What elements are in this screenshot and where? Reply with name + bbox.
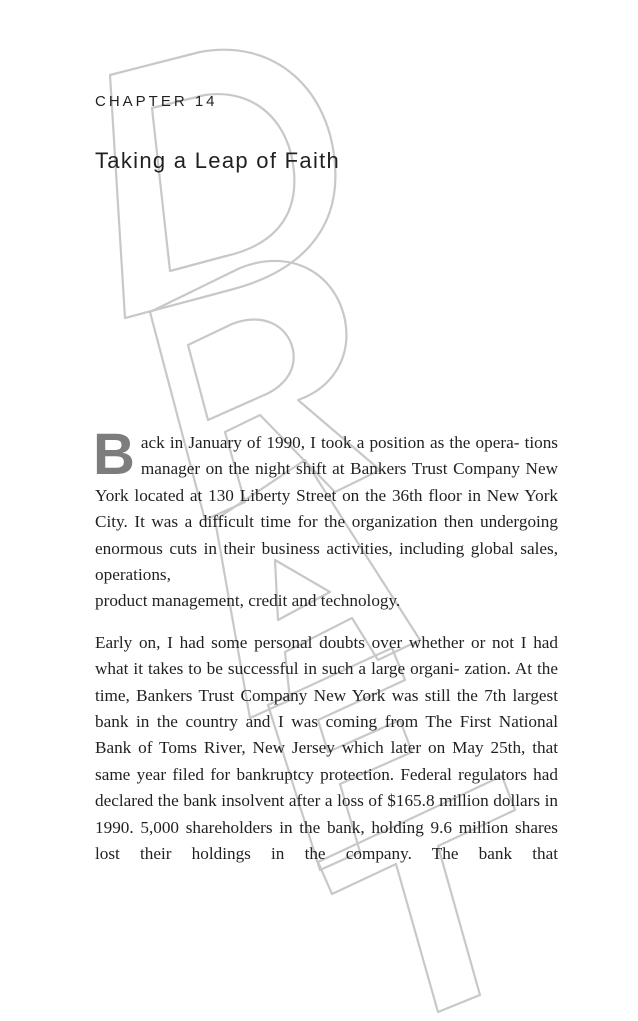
text-line: zation. At the time, Bankers Trust Company New York (95, 659, 559, 705)
text-line: 1990. 5,000 shareholders in the bank, holding 9.6 million (95, 817, 509, 837)
text-line: bank insolvent after a loss of $165.8 million dollars in (183, 791, 559, 811)
watermark-letter-d (110, 50, 335, 318)
body-text (93, 422, 559, 868)
text-line: was still the 7th largest bank in the country and I was (95, 685, 559, 732)
text-line: product management, credit and technology. (95, 591, 401, 611)
text-line: Jersey which later on May 25th, that same year filed for (95, 738, 559, 784)
text-line: organization then undergoing enormous cuts in their (95, 512, 558, 558)
text-line: tions manager on the night shift at Bankers Trust (140, 433, 558, 479)
paragraph-1 (93, 422, 559, 615)
text-line: ack in January of 1990, I took a position as the opera- (140, 433, 520, 452)
text-line: bankruptcy protection. Federal regulators had declared the (95, 764, 558, 811)
chapter-label: CHAPTER 14 (95, 93, 218, 110)
text-line: I had what it takes to be successful in such a large organi- (95, 632, 559, 679)
text-line: Early on, I had some personal doubts over whether or not (95, 632, 515, 652)
chapter-title: Taking a Leap of Faith (95, 148, 341, 173)
drop-cap: B (93, 422, 135, 487)
text-line: 36th floor in New York City. It was a difficult time for the (95, 485, 559, 532)
text-line: Company New York located at 130 Liberty Street on the (95, 459, 558, 505)
text-line: business activities, including global sales, operations, (95, 538, 558, 585)
text-line: coming from The First National Bank of Toms River, New (95, 712, 558, 758)
text-line: shares lost their holdings in the company. The bank that (95, 817, 558, 864)
paragraph-2 (95, 630, 558, 868)
